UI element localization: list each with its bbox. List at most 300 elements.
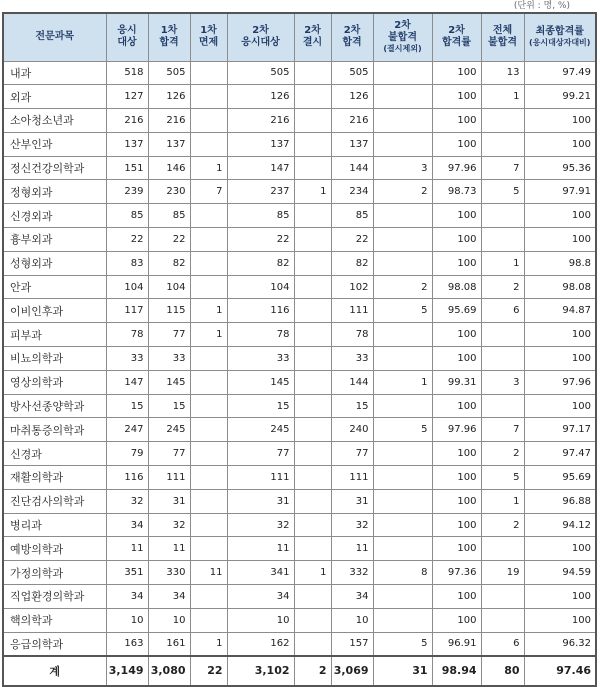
table-cell: [373, 204, 432, 228]
dept-name-cell: 신경외과: [3, 204, 106, 228]
table-cell: [373, 61, 432, 85]
table-cell: 34: [148, 585, 190, 609]
table-cell: 239: [106, 180, 148, 204]
table-cell: 97.17: [524, 418, 596, 442]
table-cell: [190, 489, 227, 513]
table-cell: 98.8: [524, 251, 596, 275]
table-cell: 144: [331, 156, 373, 180]
table-cell: 95.69: [524, 466, 596, 490]
table-cell: 11: [106, 537, 148, 561]
table-row: [3, 608, 596, 632]
table-row: [3, 489, 596, 513]
table-cell: [373, 132, 432, 156]
dept-name-cell: 흉부외과: [3, 228, 106, 252]
table-cell: 1: [373, 370, 432, 394]
table-cell: 237: [227, 180, 294, 204]
total-cell: 3,149: [106, 656, 148, 686]
table-cell: 137: [331, 132, 373, 156]
table-row: [3, 513, 596, 537]
table-cell: 6: [481, 299, 524, 323]
dept-name-cell: 정신건강의학과: [3, 156, 106, 180]
col-header-dept: 전문과목: [3, 13, 106, 61]
table-cell: [373, 323, 432, 347]
table-cell: [373, 109, 432, 133]
total-cell: 97.46: [524, 656, 596, 686]
table-cell: 1: [481, 489, 524, 513]
table-cell: 97.91: [524, 180, 596, 204]
table-row: [3, 561, 596, 585]
table-row: [3, 632, 596, 656]
table-cell: 100: [432, 585, 481, 609]
table-row: [3, 204, 596, 228]
table-cell: 32: [148, 513, 190, 537]
dept-name-cell: 재활의학과: [3, 466, 106, 490]
table-cell: 161: [148, 632, 190, 656]
table-cell: [294, 204, 331, 228]
table-cell: 33: [148, 347, 190, 371]
table-cell: [190, 394, 227, 418]
table-cell: 330: [148, 561, 190, 585]
table-row: [3, 585, 596, 609]
table-cell: [190, 61, 227, 85]
table-cell: 22: [106, 228, 148, 252]
table-cell: [373, 228, 432, 252]
dept-name-cell: 피부과: [3, 323, 106, 347]
table-cell: [294, 132, 331, 156]
table-cell: 8: [373, 561, 432, 585]
col-header-final-pass-rate: 최종합격률 (응시대상자대비): [524, 13, 596, 61]
table-cell: 162: [227, 632, 294, 656]
table-cell: [373, 585, 432, 609]
table-cell: [294, 370, 331, 394]
table-cell: [294, 537, 331, 561]
table-cell: 22: [331, 228, 373, 252]
table-cell: 5: [373, 418, 432, 442]
dept-name-cell: 비뇨의학과: [3, 347, 106, 371]
table-row: [3, 61, 596, 85]
table-cell: 97.96: [432, 156, 481, 180]
col-header-second-pass: 2차 합격: [331, 13, 373, 61]
table-row: [3, 418, 596, 442]
table-cell: 100: [432, 442, 481, 466]
table-cell: 100: [432, 251, 481, 275]
table-cell: 137: [227, 132, 294, 156]
table-cell: 2: [481, 275, 524, 299]
dept-name-cell: 소아청소년과: [3, 109, 106, 133]
table-cell: 32: [106, 489, 148, 513]
dept-name-cell: 응급의학과: [3, 632, 106, 656]
col-header-second-absent: 2차 결시: [294, 13, 331, 61]
table-cell: 77: [148, 442, 190, 466]
table-cell: 98.73: [432, 180, 481, 204]
table-cell: 100: [524, 537, 596, 561]
table-cell: [373, 251, 432, 275]
table-cell: 79: [106, 442, 148, 466]
table-row: [3, 180, 596, 204]
total-cell: 31: [373, 656, 432, 686]
table-cell: [373, 85, 432, 109]
table-cell: [373, 608, 432, 632]
table-cell: [190, 109, 227, 133]
table-row: [3, 442, 596, 466]
dept-name-cell: 성형외과: [3, 251, 106, 275]
table-cell: 34: [227, 585, 294, 609]
table-cell: 85: [106, 204, 148, 228]
table-cell: 100: [432, 513, 481, 537]
dept-name-cell: 예방의학과: [3, 537, 106, 561]
table-cell: 100: [524, 608, 596, 632]
table-cell: [294, 156, 331, 180]
table-cell: 10: [106, 608, 148, 632]
table-cell: 34: [106, 585, 148, 609]
table-row: [3, 347, 596, 371]
table-cell: 82: [331, 251, 373, 275]
table-cell: 82: [148, 251, 190, 275]
table-cell: 100: [432, 466, 481, 490]
table-cell: 15: [331, 394, 373, 418]
table-cell: 115: [148, 299, 190, 323]
table-row: [3, 299, 596, 323]
table-cell: 15: [106, 394, 148, 418]
table-cell: [294, 347, 331, 371]
table-cell: 1: [481, 85, 524, 109]
table-cell: 97.47: [524, 442, 596, 466]
total-cell: 3,080: [148, 656, 190, 686]
dept-name-cell: 내과: [3, 61, 106, 85]
dept-name-cell: 가정의학과: [3, 561, 106, 585]
table-cell: [190, 442, 227, 466]
dept-name-cell: 방사선종양학과: [3, 394, 106, 418]
table-cell: 85: [331, 204, 373, 228]
table-cell: [481, 228, 524, 252]
table-cell: 240: [331, 418, 373, 442]
table-cell: 98.08: [524, 275, 596, 299]
table-cell: [294, 275, 331, 299]
table-cell: [481, 132, 524, 156]
col-header-first-exempt: 1차 면제: [190, 13, 227, 61]
table-cell: 126: [227, 85, 294, 109]
table-cell: [294, 442, 331, 466]
table-cell: [481, 537, 524, 561]
table-cell: 157: [331, 632, 373, 656]
table-cell: 7: [481, 418, 524, 442]
total-cell: 22: [190, 656, 227, 686]
table-cell: 31: [331, 489, 373, 513]
dept-name-cell: 영상의학과: [3, 370, 106, 394]
table-cell: 7: [481, 156, 524, 180]
table-cell: [481, 347, 524, 371]
table-cell: 15: [227, 394, 294, 418]
table-cell: 100: [524, 323, 596, 347]
table-cell: 127: [106, 85, 148, 109]
table-cell: [294, 323, 331, 347]
table-cell: 104: [106, 275, 148, 299]
table-cell: 31: [148, 489, 190, 513]
table-cell: [190, 418, 227, 442]
table-row: [3, 394, 596, 418]
table-row: [3, 275, 596, 299]
table-cell: 97.49: [524, 61, 596, 85]
table-cell: 15: [148, 394, 190, 418]
table-cell: [294, 513, 331, 537]
table-cell: 146: [148, 156, 190, 180]
table-cell: 100: [524, 347, 596, 371]
table-cell: 100: [432, 228, 481, 252]
table-cell: 100: [524, 228, 596, 252]
table-cell: [481, 608, 524, 632]
dept-name-cell: 마취통증의학과: [3, 418, 106, 442]
table-cell: 100: [432, 608, 481, 632]
table-cell: [481, 394, 524, 418]
table-cell: [190, 228, 227, 252]
total-cell: 3,069: [331, 656, 373, 686]
table-cell: 3: [481, 370, 524, 394]
table-cell: 505: [331, 61, 373, 85]
table-cell: 245: [148, 418, 190, 442]
table-cell: [481, 323, 524, 347]
table-cell: 216: [331, 109, 373, 133]
col-header-second-eligible: 2차 응시대상: [227, 13, 294, 61]
dept-name-cell: 안과: [3, 275, 106, 299]
table-cell: 96.91: [432, 632, 481, 656]
table-cell: 77: [148, 323, 190, 347]
table-cell: 97.96: [432, 418, 481, 442]
table-cell: 10: [227, 608, 294, 632]
table-cell: 111: [148, 466, 190, 490]
table-cell: 100: [432, 394, 481, 418]
table-cell: [294, 608, 331, 632]
table-cell: 5: [373, 299, 432, 323]
table-cell: 100: [524, 132, 596, 156]
table-cell: 111: [331, 299, 373, 323]
dept-name-cell: 외과: [3, 85, 106, 109]
table-cell: 11: [190, 561, 227, 585]
table-cell: [373, 394, 432, 418]
table-cell: 100: [432, 323, 481, 347]
table-cell: [294, 466, 331, 490]
table-cell: 2: [481, 442, 524, 466]
table-cell: [373, 442, 432, 466]
table-cell: [294, 61, 331, 85]
table-cell: [294, 585, 331, 609]
table-cell: 147: [227, 156, 294, 180]
table-cell: [190, 537, 227, 561]
table-cell: 100: [524, 585, 596, 609]
table-cell: 5: [481, 466, 524, 490]
table-cell: [373, 513, 432, 537]
table-cell: 5: [373, 632, 432, 656]
table-cell: 11: [331, 537, 373, 561]
dept-name-cell: 신경과: [3, 442, 106, 466]
table-cell: 102: [331, 275, 373, 299]
total-row: [3, 656, 596, 686]
table-cell: 216: [148, 109, 190, 133]
table-cell: [190, 370, 227, 394]
table-cell: 78: [331, 323, 373, 347]
col-header-first-pass: 1차 합격: [148, 13, 190, 61]
dept-name-cell: 진단검사의학과: [3, 489, 106, 513]
table-cell: [294, 418, 331, 442]
table-row: [3, 109, 596, 133]
unit-note: (단위 : 명, %): [513, 1, 570, 11]
table-row: [3, 466, 596, 490]
table-cell: 82: [227, 251, 294, 275]
table-cell: 1: [294, 561, 331, 585]
table-cell: 95.69: [432, 299, 481, 323]
table-cell: [294, 85, 331, 109]
table-cell: 1: [190, 299, 227, 323]
table-cell: 216: [227, 109, 294, 133]
table-cell: 144: [331, 370, 373, 394]
table-cell: 245: [227, 418, 294, 442]
table-cell: [190, 608, 227, 632]
table-row: [3, 132, 596, 156]
table-cell: 34: [106, 513, 148, 537]
table-cell: 247: [106, 418, 148, 442]
table-cell: [190, 466, 227, 490]
dept-name-cell: 이비인후과: [3, 299, 106, 323]
table-cell: 2: [373, 180, 432, 204]
table-cell: 97.36: [432, 561, 481, 585]
table-cell: 100: [432, 61, 481, 85]
dept-name-cell: 정형외과: [3, 180, 106, 204]
table-cell: 33: [106, 347, 148, 371]
table-cell: 77: [331, 442, 373, 466]
dept-name-cell: 직업환경의학과: [3, 585, 106, 609]
table-cell: 341: [227, 561, 294, 585]
table-cell: [373, 489, 432, 513]
table-cell: 137: [148, 132, 190, 156]
table-cell: 94.59: [524, 561, 596, 585]
table-cell: 505: [148, 61, 190, 85]
table-row: [3, 323, 596, 347]
total-cell: 98.94: [432, 656, 481, 686]
table-cell: 216: [106, 109, 148, 133]
table-cell: 100: [524, 394, 596, 418]
table-cell: 505: [227, 61, 294, 85]
table-cell: 145: [148, 370, 190, 394]
table-cell: 85: [227, 204, 294, 228]
table-cell: [294, 489, 331, 513]
table-cell: 94.87: [524, 299, 596, 323]
table-cell: [190, 132, 227, 156]
table-cell: 163: [106, 632, 148, 656]
table-cell: 22: [148, 228, 190, 252]
table-cell: 100: [432, 204, 481, 228]
table-cell: 11: [148, 537, 190, 561]
table-cell: 145: [227, 370, 294, 394]
dept-name-cell: 산부인과: [3, 132, 106, 156]
table-cell: 100: [524, 204, 596, 228]
total-cell: 2: [294, 656, 331, 686]
table-cell: 32: [331, 513, 373, 537]
table-cell: 104: [227, 275, 294, 299]
table-cell: 11: [227, 537, 294, 561]
table-cell: 96.88: [524, 489, 596, 513]
table-cell: [190, 585, 227, 609]
table-cell: [294, 632, 331, 656]
table-row: [3, 228, 596, 252]
col-header-eligible: 응시 대상: [106, 13, 148, 61]
table-cell: 31: [227, 489, 294, 513]
table-cell: [373, 537, 432, 561]
table-cell: [373, 347, 432, 371]
col-header-total-fail: 전체 불합격: [481, 13, 524, 61]
table-cell: 332: [331, 561, 373, 585]
table-cell: 116: [106, 466, 148, 490]
table-cell: 100: [524, 109, 596, 133]
table-cell: [190, 347, 227, 371]
table-cell: [190, 204, 227, 228]
table-cell: 100: [432, 347, 481, 371]
table-cell: [190, 513, 227, 537]
table-cell: 1: [481, 251, 524, 275]
table-cell: [294, 251, 331, 275]
table-cell: 126: [148, 85, 190, 109]
table-cell: 6: [481, 632, 524, 656]
table-cell: [373, 466, 432, 490]
table-cell: 1: [190, 323, 227, 347]
table-cell: 1: [294, 180, 331, 204]
table-cell: 77: [227, 442, 294, 466]
table-cell: 7: [190, 180, 227, 204]
table-cell: [294, 394, 331, 418]
table-cell: 96.32: [524, 632, 596, 656]
table-cell: 234: [331, 180, 373, 204]
total-cell: 80: [481, 656, 524, 686]
col-header-second-fail: 2차 불합격 (결시제외): [373, 13, 432, 61]
dept-name-cell: 핵의학과: [3, 608, 106, 632]
col-header-second-pass-rate: 2차 합격률: [432, 13, 481, 61]
header-row: [3, 13, 596, 61]
exam-results-table: [2, 12, 597, 687]
dept-name-cell: 병리과: [3, 513, 106, 537]
table-cell: 97.96: [524, 370, 596, 394]
table-cell: 137: [106, 132, 148, 156]
table-cell: 2: [373, 275, 432, 299]
table-cell: 100: [432, 109, 481, 133]
table-cell: 1: [190, 632, 227, 656]
table-cell: 33: [227, 347, 294, 371]
table-cell: 1: [190, 156, 227, 180]
table-cell: [190, 251, 227, 275]
table-cell: 2: [481, 513, 524, 537]
table-cell: 83: [106, 251, 148, 275]
table-cell: 111: [331, 466, 373, 490]
table-cell: [294, 228, 331, 252]
table-cell: 34: [331, 585, 373, 609]
table-cell: 13: [481, 61, 524, 85]
table-cell: [481, 204, 524, 228]
table-cell: 33: [331, 347, 373, 371]
table-cell: 100: [432, 537, 481, 561]
table-cell: 98.08: [432, 275, 481, 299]
table-cell: 10: [331, 608, 373, 632]
table-cell: [294, 109, 331, 133]
table-cell: 5: [481, 180, 524, 204]
table-row: [3, 537, 596, 561]
table-cell: 22: [227, 228, 294, 252]
table-cell: 78: [227, 323, 294, 347]
table-cell: [190, 275, 227, 299]
table-cell: 100: [432, 489, 481, 513]
table-cell: 10: [148, 608, 190, 632]
table-cell: 99.31: [432, 370, 481, 394]
table-cell: 111: [227, 466, 294, 490]
table-cell: 78: [106, 323, 148, 347]
table-cell: 85: [148, 204, 190, 228]
table-cell: 518: [106, 61, 148, 85]
